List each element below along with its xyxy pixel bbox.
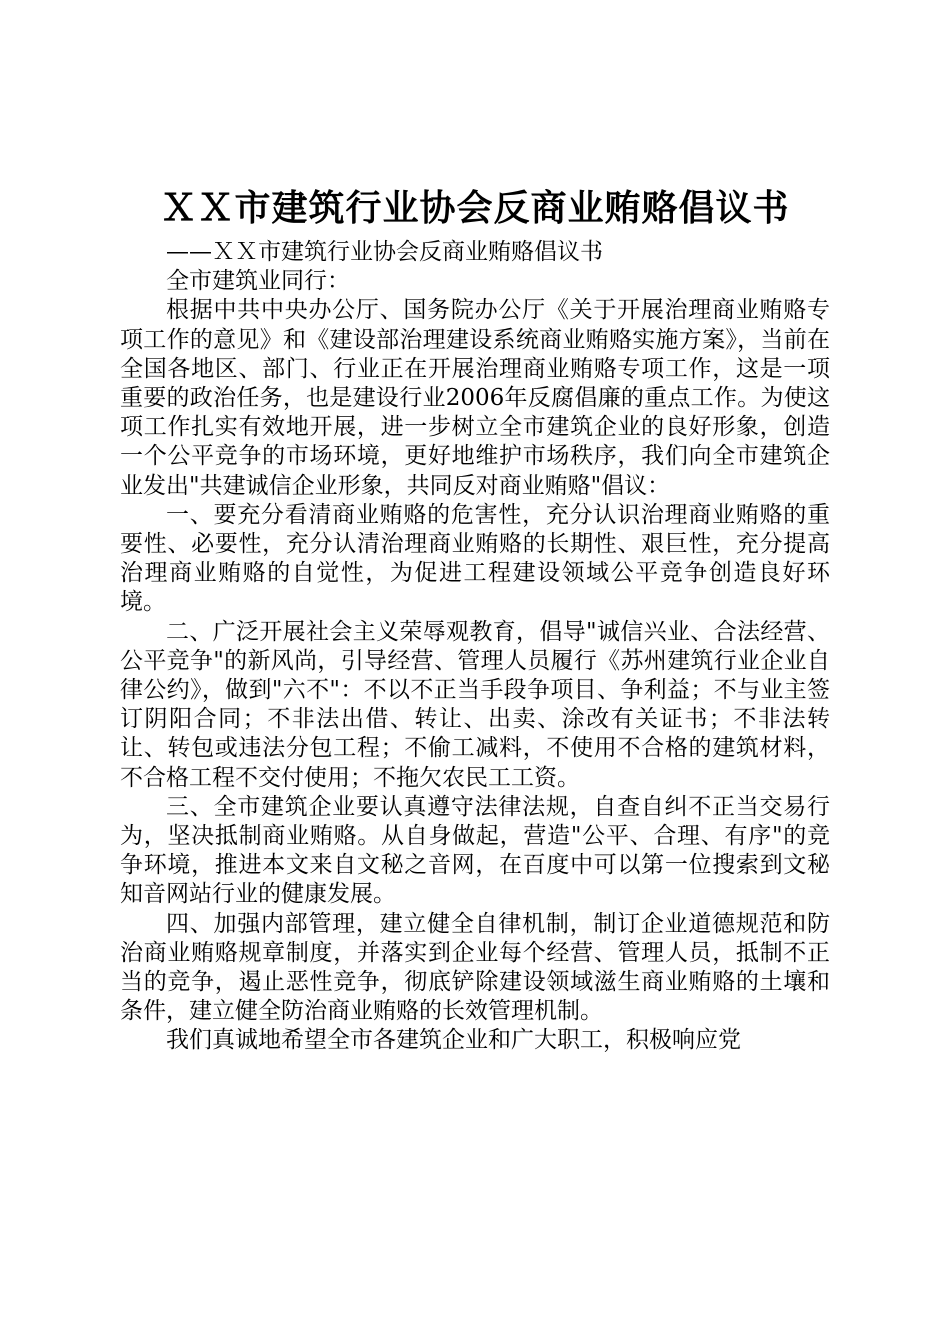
paragraph-closing: 我们真诚地希望全市各建筑企业和广大职工，积极响应党 — [166, 1027, 741, 1054]
paragraph-point-1: 一、要充分看清商业贿赂的危害性，充分认识治理商业贿赂的重要性、必要性，充分认清治理商业贿赂的长期性、艰巨性，充分提高治理商业贿赂的自觉性，为促进工程建设领域公平竞争创造良好环境。 — [120, 501, 830, 616]
paragraph-point-4: 四、加强内部管理，建立健全自律机制，制订企业道德规范和防治商业贿赂规章制度，并落实到企业每个经营、管理人员，抵制不正当的竞争，遏止恶性竞争，彻底铲除建设领域滋生商业贿赂的土壤和条件，建立健全防治商业贿赂的长效管理机制。 — [120, 910, 830, 1025]
paragraph-intro: 根据中共中央办公厅、国务院办公厅《关于开展治理商业贿赂专项工作的意见》和《建设部治理建设系统商业贿赂实施方案》，当前在全国各地区、部门、行业正在开展治理商业贿赂专项工作，这是一项重要的政治任务，也是建设行业2006年反腐倡廉的重点工作。为使这项工作扎实有效地开展，进一步树立全市建筑企业的良好形象，创造一个公平竞争的市场环境，更好地维护市场秩序，我们向全市建筑企业发出"共建诚信企业形象，共同反对商业贿赂"倡议： — [120, 297, 830, 499]
paragraph-point-3: 三、全市建筑企业要认真遵守法律法规，自查自纠不正当交易行为，坚决抵制商业贿赂。从自身做起，营造"公平、合理、有序"的竞争环境，推进本文来自文秘之音网，在百度中可以第一位搜索到文秘知音网站行业的健康发展。 — [120, 793, 830, 908]
paragraph-point-2: 二、广泛开展社会主义荣辱观教育，倡导"诚信兴业、合法经营、公平竞争"的新风尚，引导经营、管理人员履行《苏州建筑行业企业自律公约》，做到"六不"：不以不正当手段争项目、争利益；不与业主签订阴阳合同；不非法出借、转让、出卖、涂改有关证书；不非法转让、转包或违法分包工程；不偷工减料，不使用不合格的建筑材料，不合格工程不交付使用；不拖欠农民工工资。 — [120, 618, 830, 791]
document-body — [120, 238, 830, 1056]
document-subtitle: ——ＸＸ市建筑行业协会反商业贿赂倡议书 — [166, 239, 603, 265]
document-title: ＸＸ市建筑行业协会反商业贿赂倡议书 — [160, 187, 790, 229]
salutation: 全市建筑业同行： — [166, 268, 350, 295]
